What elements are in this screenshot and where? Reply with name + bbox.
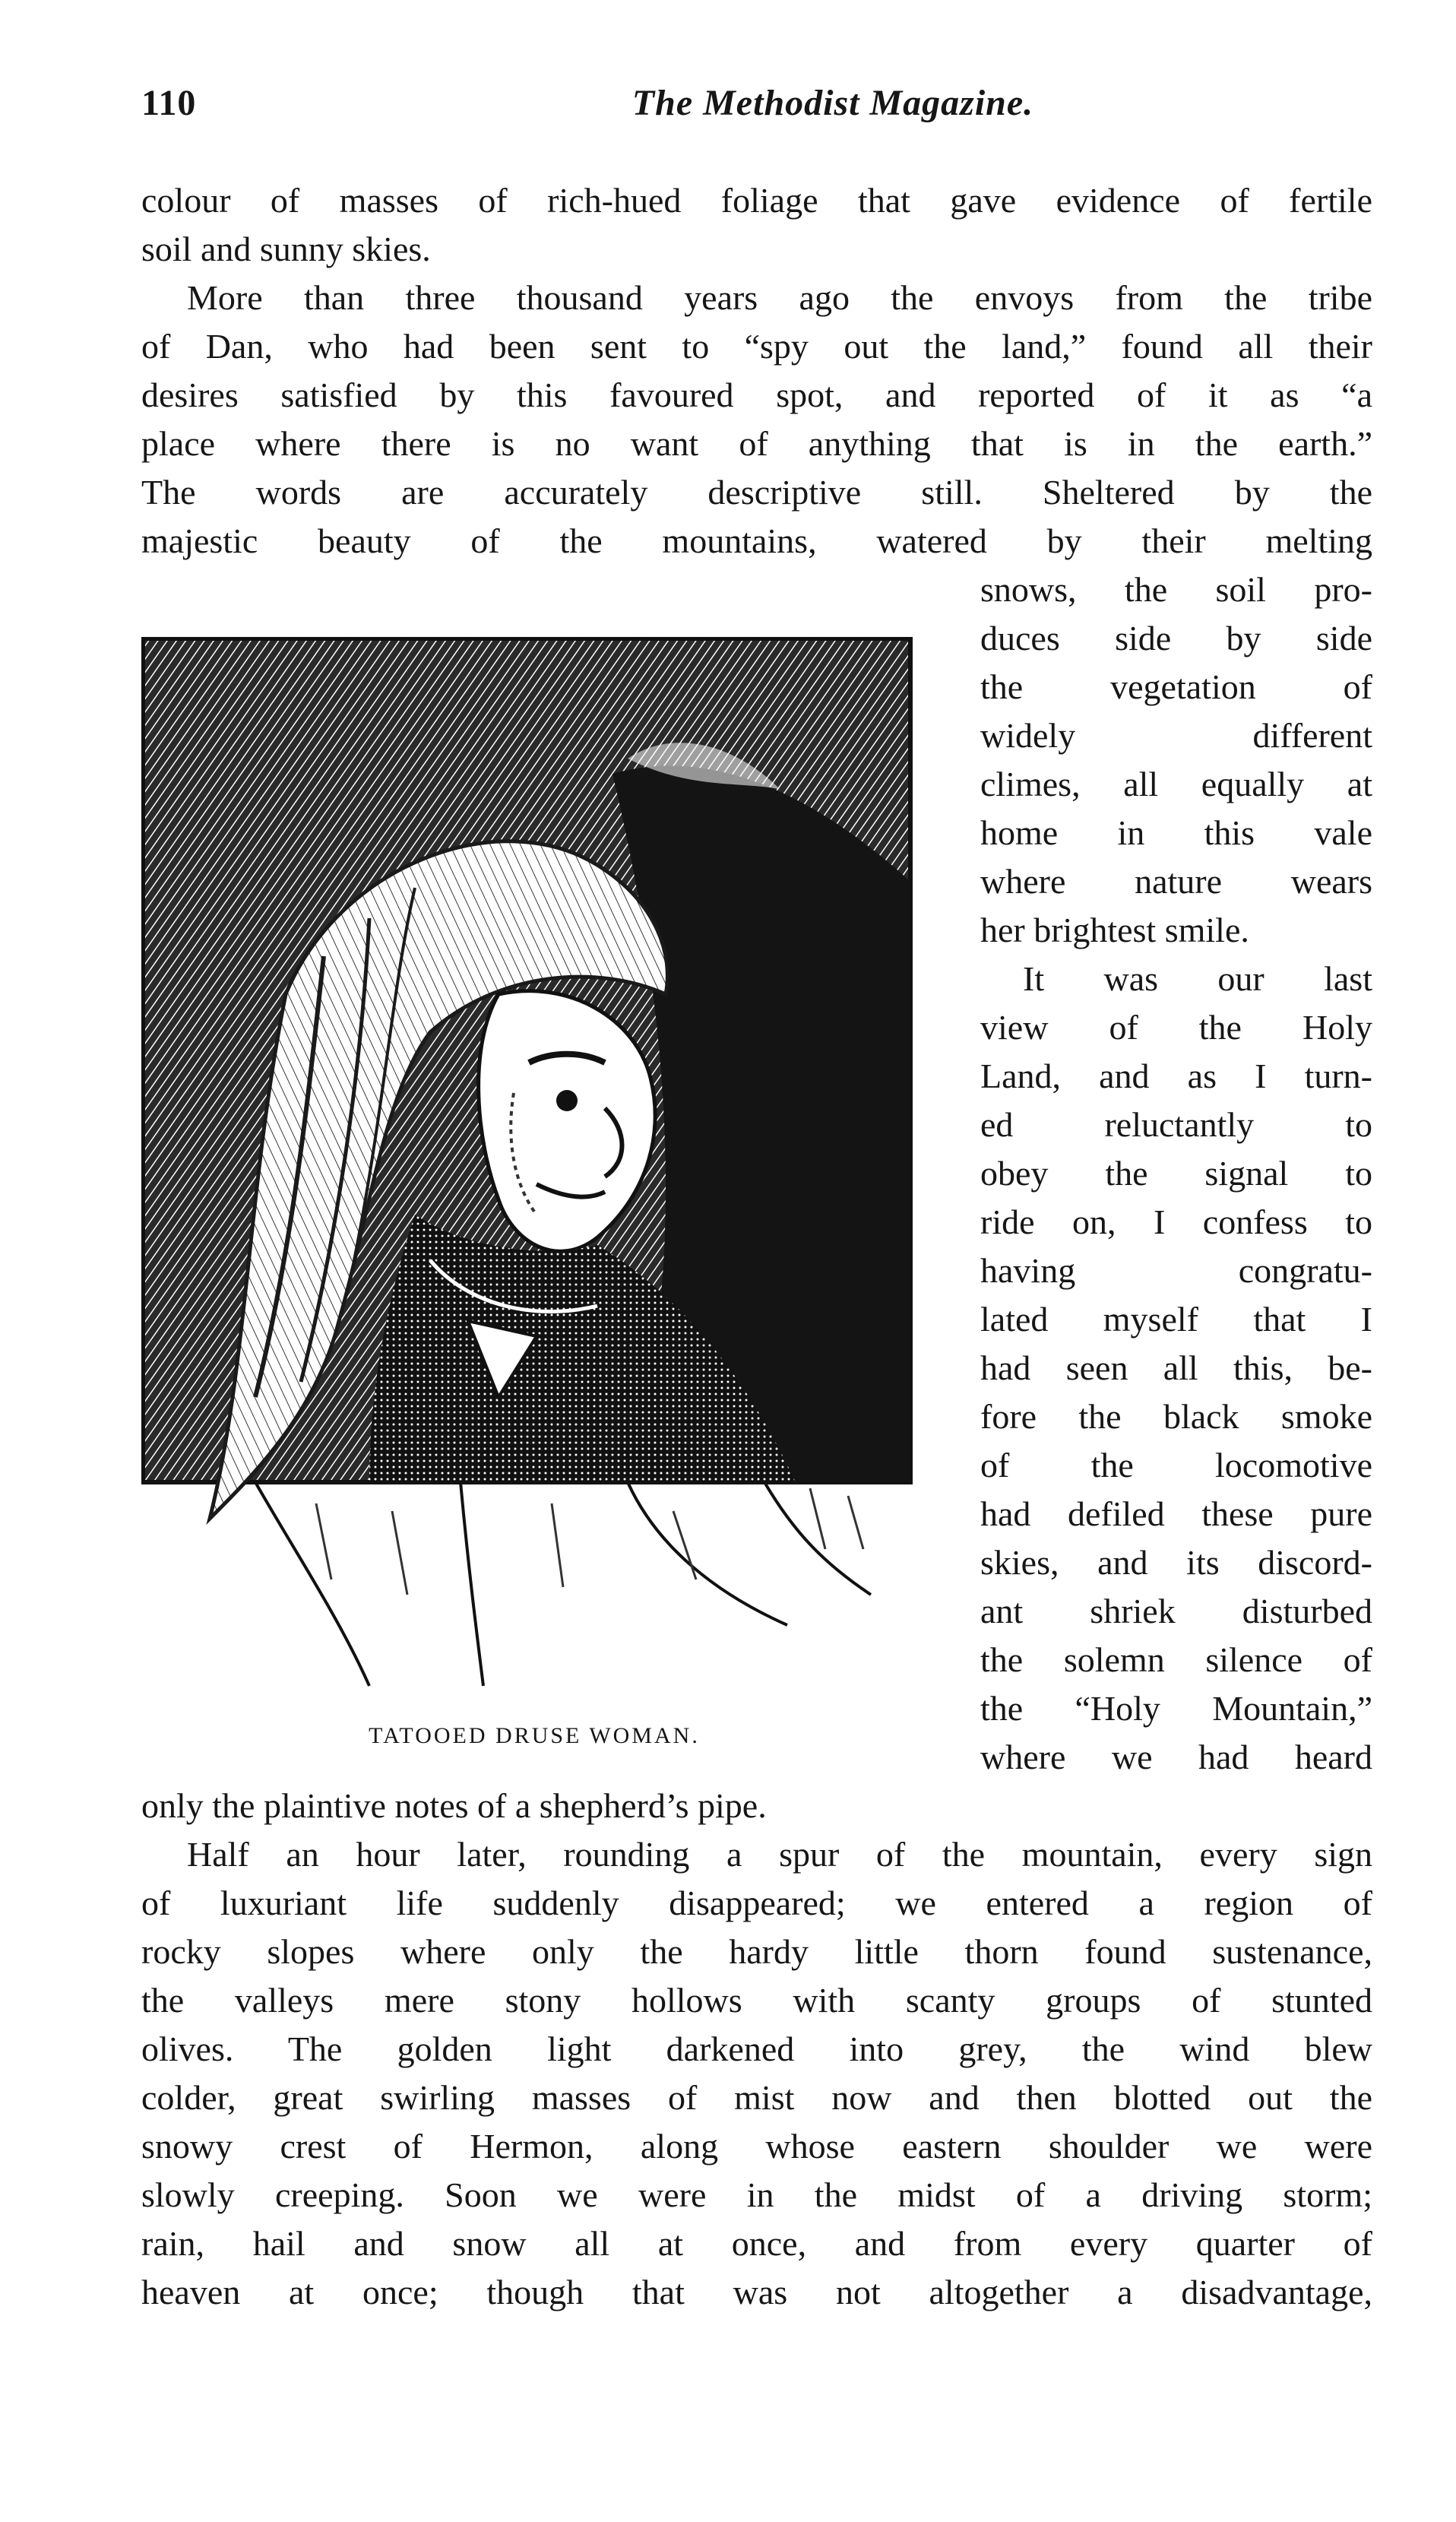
text-line: of the locomotive [980, 1446, 1372, 1484]
text-line: rocky slopes where only the hardy little thorn found sustenance, [141, 1932, 1372, 1971]
text-line: colour of masses of rich-hued foliage that gave evidence of fertile [141, 181, 1372, 220]
text-line: the vegetation of [980, 667, 1372, 706]
text-line: where nature wears [980, 862, 1372, 901]
text-line: had seen all this, be- [980, 1348, 1372, 1387]
text-line: home in this vale [980, 813, 1372, 852]
text-line: the valleys mere stony hollows with scanty groups of stunted [141, 1981, 1372, 2020]
text-line: skies, and its discord- [980, 1543, 1372, 1582]
text-line: majestic beauty of the mountains, watered by their melting [141, 521, 1372, 560]
text-line: having congratu- [980, 1251, 1372, 1290]
page-number: 110 [141, 83, 197, 123]
text-line: rain, hail and snow all at once, and from every quarter of [141, 2224, 1372, 2263]
text-line: obey the signal to [980, 1154, 1372, 1193]
text-line: colder, great swirling masses of mist now and then blotted out the [141, 2078, 1372, 2117]
text-line: heaven at once; though that was not altogether a disadvantage, [141, 2273, 1372, 2311]
running-title: The Methodist Magazine. [631, 83, 1034, 123]
text-line: snowy crest of Hermon, along whose eastern shoulder we were [141, 2127, 1372, 2166]
text-line: It was our last [1023, 959, 1372, 998]
engraving-image [141, 637, 927, 1716]
text-line: only the plaintive notes of a shepherd’s pipe. [141, 1786, 767, 1825]
text-line: widely different [980, 716, 1372, 755]
text-line: ride on, I confess to [980, 1202, 1372, 1241]
text-line: her brightest smile. [980, 911, 1249, 949]
text-line: Half an hour later, rounding a spur of the mountain, every sign [187, 1835, 1372, 1874]
text-line: duces side by side [980, 619, 1372, 657]
text-line: ant shriek disturbed [980, 1592, 1372, 1630]
text-line: where we had heard [980, 1738, 1372, 1776]
text-line: More than three thousand years ago the envoys from the tribe [187, 278, 1372, 317]
text-line: lated myself that I [980, 1300, 1372, 1339]
text-line: the solemn silence of [980, 1640, 1372, 1679]
text-line: had defiled these pure [980, 1494, 1372, 1533]
page-header [141, 82, 1372, 143]
text-line: snows, the soil pro- [980, 570, 1372, 609]
text-line: fore the black smoke [980, 1397, 1372, 1436]
text-line: the “Holy Mountain,” [980, 1689, 1372, 1728]
text-line: climes, all equally at [980, 765, 1372, 803]
text-line: of Dan, who had been sent to “spy out the land,” found all their [141, 327, 1372, 366]
text-line: The words are accurately descriptive still. Sheltered by the [141, 473, 1372, 512]
text-line: Land, and as I turn- [980, 1057, 1372, 1095]
text-line: desires satisfied by this favoured spot, and reported of it as “a [141, 375, 1372, 414]
text-line: slowly creeping. Soon we were in the midst of a driving storm; [141, 2175, 1372, 2214]
text-line: place where there is no want of anything that is in the earth.” [141, 424, 1372, 463]
text-line: olives. The golden light darkened into grey, the wind blew [141, 2029, 1372, 2068]
illustration-druse-woman [141, 637, 927, 1716]
text-line: ed reluctantly to [980, 1105, 1372, 1144]
text-line: view of the Holy [980, 1008, 1372, 1047]
figure-caption: TATOOED DRUSE WOMAN. [369, 1723, 700, 1748]
text-line: soil and sunny skies. [141, 230, 431, 268]
text-line: of luxuriant life suddenly disappeared; we entered a region of [141, 1884, 1372, 1922]
